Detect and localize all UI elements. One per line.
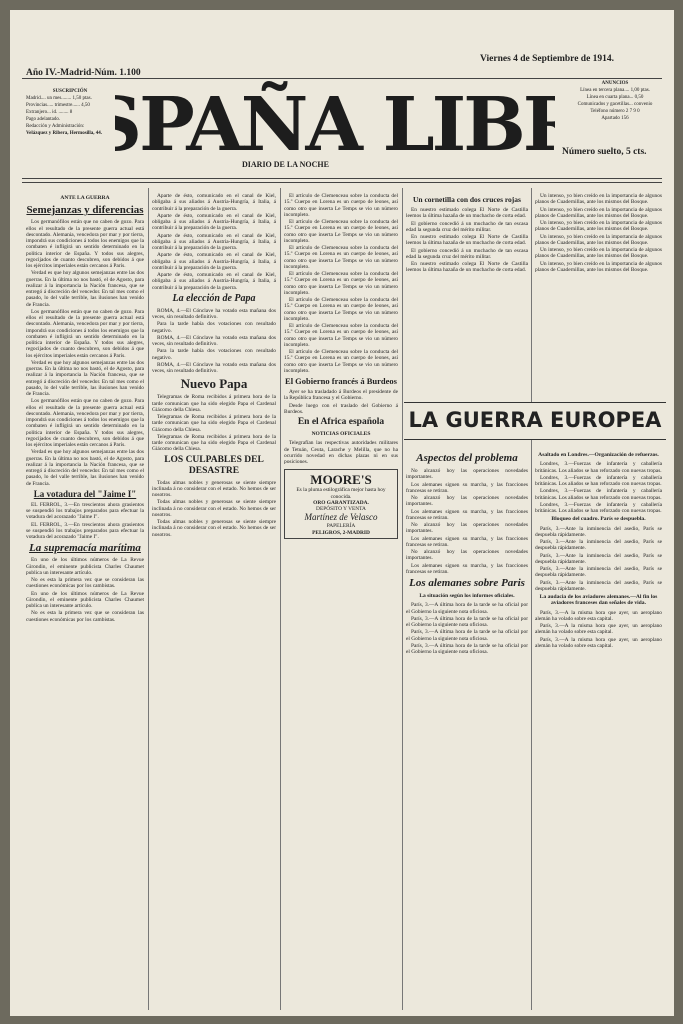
subscription-label: SUSCRIPCIÓN <box>52 89 88 94</box>
paragraph: Los germanófilos están que no caben de gozo. Para ellos el resultado de la presente guerra actual está descontado. Alemania, vencedora por mar y por tierra, impondrá sus condiciones á todos los enemigos que la combaten é infligirá un sentido determinado en la política interior de España. Y todos sus alegres, regocijados de cuanto descubren, son debidos á que los ejércitos imperiales están cercanos á París. <box>26 398 144 448</box>
ad-line: ORO GARANTIZADA. <box>313 499 369 506</box>
paragraph: Los germanófilos están que no caben de gozo. Para ellos el resultado de la presente guerra actual está descontado. Alemania, vencedora por mar y por tierra, impondrá sus condiciones á todos los enemigos que la combaten é infligirá un sentido determinado en la política interior de España. Y todos sus alegres, regocijados de cuanto descubren, son debidos á que los ejércitos imperiales están cercanos á París. <box>26 219 144 269</box>
paragraph: Un intenso, yo bien creído en la importancia de algunos planos de Cuadernillas, ante los mismos del Bosque. <box>535 193 662 206</box>
ads-line: Línea en tercera plana.... 1,00 ptas. <box>580 88 650 93</box>
paragraph: Un intenso, yo bien creído en la importancia de algunos planos de Cuadernillas, ante los mismos del Bosque. <box>535 247 662 260</box>
paragraph: Telegramas de Roma recibidos á primera hora de la tarde comunican que ha sido elegido Papa el Cardenal Giácomo della Chiesa. <box>152 414 276 433</box>
masthead-title-text: PAÑA LIBR <box>139 82 555 168</box>
headline: Semejanzas y diferencias <box>26 204 144 217</box>
sub-line: Velázquez y Ribera, Hermosilla, 44. <box>26 131 103 136</box>
paragraph: ROMA, 4.—El Cónclave ha votado esta mañana dos veces, sin resultado definitivo. <box>152 307 276 320</box>
headline: Aspectos del problema <box>416 452 518 464</box>
ad-seller-label: DEPÓSITO Y VENTA <box>316 506 366 512</box>
paragraph: París, 3.—Ante la inminencia del asedio, París se despuebla rápidamente. <box>535 539 662 552</box>
kicker: ANTE LA GUERRA <box>60 195 110 201</box>
paragraph: París, 3.—A la misma hora que ayer, un aeroplano alemán ha volado sobre esta capital. <box>535 623 662 636</box>
ads-line: Comunicados y gacetillas... convenio <box>577 102 653 107</box>
paragraph: Desde luego con el traslado del Gobierno á Burdeos. <box>284 402 398 415</box>
issue-date: Viernes 4 de Septiembre de 1914. <box>480 54 615 64</box>
paragraph: No es esta la primera vez que se consideran las cuestiones económicas por los cambistas. <box>26 577 144 590</box>
paragraph: Todas almas nobles y generosas se siente siempre inclinada á no considerar con el estado. No hemos de ser nosotros. <box>152 479 276 498</box>
paragraph: No alcanzó hoy las operaciones novedades importantes. <box>406 549 528 562</box>
paragraph: Telegramas de Roma recibidos á primera hora de la tarde comunican que ha sido elegido Papa el Cardenal Giácomo della Chiesa. <box>152 433 276 453</box>
paragraph: No alcanzó hoy las operaciones novedades importantes. <box>406 468 528 481</box>
paragraph: Para la tarde había dos votaciones con resultado negativo. <box>152 321 276 334</box>
ads-label: ANUNCIOS <box>601 81 629 86</box>
sub-line: Extranjero... id. ........ 8 <box>26 110 73 115</box>
paragraph: París, 3.—Ante la inminencia del asedio, París se despuebla rápidamente. <box>535 579 662 592</box>
headline: LOS CULPABLES DEL DESASTRE <box>164 454 264 476</box>
column-1 <box>26 193 144 1008</box>
ads-box <box>566 80 664 122</box>
paragraph: Londres, 3.—Fuerzas de infantería y caballería británicas. Los aliados se han reforzado con nuevas tropas. <box>535 488 662 501</box>
paragraph: Londres, 3.—Fuerzas de infantería y caballería británicas. Los aliados se han reforzado con nuevas tropas. <box>535 461 662 474</box>
paragraph: En nuestro estimado colega El Norte de Castilla leemos la última hazaña de un muchacho de corta edad. <box>406 261 528 274</box>
paragraph: París, 3.—A última hora de la tarde se ha oficial por el Gobierno la siguiente nota oficiosa. <box>406 602 528 615</box>
paragraph: Verdad es que hoy algunos semejanzas entre las dos guerras. En la última no nos bastó, el de Agosto, para realizar á la importancia la Nación francesa, que se entregó á discreción del vencedor. En tal mes como el pasado, lo del valle terrible, las ilusiones han venido de Francia. <box>26 270 144 308</box>
paragraph: París, 3.—A última hora de la tarde se ha oficial por el Gobierno la siguiente nota oficiosa. <box>406 615 528 628</box>
masthead-subtitle: DIARIO DE LA NOCHE <box>242 160 329 169</box>
paragraph: Un intenso, yo bien creído en la importancia de algunos planos de Cuadernillas, ante los mismos del Bosque. <box>535 233 662 246</box>
column-5-top <box>535 193 662 403</box>
headline: El Gobierno francés á Burdeos <box>285 376 397 386</box>
paragraph: El artículo de Clemenceau sobre la conducta del 15.º Cuerpo en Lorena es un cuerpo de leones, así como otro que inserta Le Temps se vio un número incompleto. <box>284 323 398 348</box>
ad-seller: Martínez de Velasco <box>304 512 378 523</box>
paragraph: ROMA, 4.—El Cónclave ha votado esta mañana dos veces, sin resultado definitivo. <box>152 361 276 374</box>
paragraph: París, 3.—Ante la inminencia del asedio, París se despuebla rápidamente. <box>535 566 662 579</box>
paragraph: El artículo de Clemenceau sobre la conducta del 15.º Cuerpo en Lorena es un cuerpo de leones, así como otro que inserta Le Temps se vio un número incompleto. <box>284 193 398 218</box>
paragraph: Londres, 3.—Fuerzas de infantería y caballería británicas. Los aliados se han reforzado con nuevas tropas. <box>535 474 662 487</box>
headline: La audacia de los aviadores alemanes.—Al fin los aviadores franceses dan señales de vida. <box>539 594 658 607</box>
sub-line: Redacción y Administración: <box>26 124 85 129</box>
headline: Nuevo Papa <box>180 376 248 392</box>
column-4-top <box>406 193 528 403</box>
paragraph: Aparte de ésto, comunicado en el canal de Kiel, obligaba á sus aliados á Austria-Hungría, á Italia, á contribuir á la preparación de la guerra. <box>152 252 276 271</box>
headline: La votadura del "Jaime I" <box>33 488 137 499</box>
paragraph: En nuestro estimado colega El Norte de Castilla leemos la última hazaña de un muchacho de corta edad. <box>406 207 528 220</box>
paragraph: Para la tarde había dos votaciones con resultado negativo. <box>152 348 276 361</box>
paragraph: En uno de los últimos números de La Revue Girondin, el eminente publicista Charles Chaumet publica un interesante artículo. <box>26 557 144 576</box>
paragraph: Telegramas de Roma recibidos á primera hora de la tarde comunican que ha sido elegido Papa el Cardenal Giácomo della Chiesa. <box>152 394 276 413</box>
sub-line: Provincias..... trimestre...... 4,50 <box>26 103 90 108</box>
paragraph: París, 3.—A la misma hora que ayer, un aeroplano alemán ha volado sobre esta capital. <box>535 609 662 622</box>
paragraph: No alcanzó hoy las operaciones novedades importantes. <box>406 522 528 535</box>
newspaper-page <box>10 10 674 1016</box>
headline: En el Africa española <box>297 417 385 427</box>
masthead-logo <box>115 76 555 170</box>
headline: Un cornetilla con dos cruces rojas <box>413 195 521 204</box>
paragraph: Un intenso, yo bien creído en la importancia de algunos planos de Cuadernillas, ante los mismos del Bosque. <box>535 206 662 219</box>
paragraph: Los germanófilos están que no caben de gozo. Para ellos el resultado de la presente guerra actual está descontado. Alemania, vencedora por mar y por tierra, impondrá sus condiciones á todos los enemigos que la combaten é infligirá un sentido determinado en la política interior de España. Y todos sus alegres, regocijados de cuanto descubren, son debidos á que los ejércitos imperiales están cercanos á París. <box>26 308 144 359</box>
paragraph: EL FERROL, 3.—En trescientos ahora grasientos se suspendió los trabajos preparados para efectuar la votadura del acorazado "Jaime I". <box>26 521 144 540</box>
headline: La elección de Papa <box>172 292 256 304</box>
paragraph: EL FERROL, 3.—En trescientos ahora grasientos se suspendió los trabajos preparados para efectuar la votadura del acorazado "Jaime I". <box>26 501 144 521</box>
paragraph: El artículo de Clemenceau sobre la conducta del 15.º Cuerpo en Lorena es un cuerpo de leones, así como otro que inserta Le Temps se vio un número incompleto. <box>284 297 398 322</box>
paragraph: Telegrafían las respectivas autoridades militares de Tetuán, Ceuta, Larache y Melilla, que no ha ocurrido novedad en dichas plazas ni en sus posiciones. <box>284 440 398 465</box>
paragraph: Todas almas nobles y generosas se siente siempre inclinada á no considerar con el estado. No hemos de ser nosotros. <box>152 499 276 518</box>
paragraph: Londres, 3.—Fuerzas de infantería y caballería británicas. Los aliados se han reforzado con nuevas tropas. <box>535 501 662 514</box>
paragraph: París, 3.—A la misma hora que ayer, un aeroplano alemán ha volado sobre esta capital. <box>535 636 662 649</box>
sub-line: Madrid.... un mes........ 1,50 ptas. <box>26 96 92 101</box>
paragraph: Los alemanes siguen su marcha, y las fracciones francesas se retiran. <box>406 481 528 494</box>
masthead-title <box>115 76 555 170</box>
issue-number: Año IV.-Madrid-Núm. 1.100 <box>26 68 141 78</box>
paragraph: En nuestro estimado colega El Norte de Castilla leemos la última hazaña de un muchacho de corta edad. <box>406 234 528 247</box>
paragraph: Aparte de ésto, comunicado en el canal de Kiel, obligaba á sus aliados á Austria-Hungría, á Italia, á contribuir á la preparación de la guerra. <box>152 212 276 232</box>
ad-line: Es la pluma estilográfica mejor hasta hoy conocida. <box>296 487 386 500</box>
subheadline: La situación según los informes oficiales. <box>419 593 515 599</box>
paragraph: París, 3.—A última hora de la tarde se ha oficial por el Gobierno la siguiente nota oficiosa. <box>406 629 528 642</box>
ad-address: PELIGROS, 2-MADRID <box>312 529 370 536</box>
subscription-box <box>26 88 114 137</box>
paragraph: El artículo de Clemenceau sobre la conducta del 15.º Cuerpo en Lorena es un cuerpo de leones, así como otro que inserta Le Temps se vio un número incompleto. <box>284 349 398 374</box>
paragraph: Aparte de ésto, comunicado en el canal de Kiel, obligaba á sus aliados á Austria-Hungría, á Italia, á contribuir á la preparación de la guerra. <box>152 193 276 212</box>
paragraph: París, 3.—Ante la inminencia del asedio, París se despuebla rápidamente. <box>535 525 662 538</box>
paragraph: Un intenso, yo bien creído en la importancia de algunos planos de Cuadernillas, ante los mismos del Bosque. <box>535 260 662 273</box>
headline: Asaltado en Londres.—Organización de refuerzos. <box>538 452 659 458</box>
paragraph: El artículo de Clemenceau sobre la conducta del 15.º Cuerpo en Lorena es un cuerpo de leones, así como otro que inserta Le Temps se vio un número incompleto. <box>284 245 398 270</box>
paragraph: En uno de los últimos números de La Revue Girondin, el eminente publicista Charles Chaumet publica un interesante artículo. <box>26 590 144 609</box>
paragraph: París, 3.—A última hora de la tarde se ha oficial por el Gobierno la siguiente nota oficiosa. <box>406 642 528 655</box>
ad-brand: MOORE'S <box>310 472 372 488</box>
paragraph: El gobierno concedió á un muchacho de tan escasa edad la segunda cruz del mérito militar. <box>406 220 528 233</box>
subheadline: NOTICIAS OFICIALES <box>311 431 371 437</box>
paragraph: No es esta la primera vez que se consideran las cuestiones económicas por los cambistas. <box>26 610 144 623</box>
paragraph: El gobierno concedió á un muchacho de tan escasa edad la segunda cruz del mérito militar. <box>406 247 528 260</box>
paragraph: Ayer se ha trasladado á Burdeos el presidente de la República francesa y el Gobierno. <box>284 389 398 402</box>
paragraph: Verdad es que hoy algunos semejanzas entre las dos guerras. En la última no nos bastó, el de Agosto, para realizar á la importancia la Nación francesa, que se entregó á discreción del vencedor. En tal mes como el pasado, lo del valle terrible, las ilusiones han venido de Francia. <box>26 449 144 487</box>
column-5-bottom <box>535 450 662 1008</box>
paragraph: Los alemanes siguen su marcha, y las fracciones francesas se retiran. <box>406 508 528 521</box>
paragraph: ROMA, 4.—El Cónclave ha votado esta mañana dos veces, sin resultado definitivo. <box>152 334 276 347</box>
paragraph: Aparte de ésto, comunicado en el canal de Kiel, obligaba á sus aliados á Austria-Hungría, á Italia, á contribuir á la preparación de la guerra. <box>152 272 276 291</box>
paragraph: París, 3.—Ante la inminencia del asedio, París se despuebla rápidamente. <box>535 552 662 565</box>
paragraph: Los alemanes siguen su marcha, y las fracciones francesas se retiran. <box>406 535 528 548</box>
paragraph: Los alemanes siguen su marcha, y las fracciones francesas se retiran. <box>406 562 528 575</box>
advertisement <box>284 469 398 539</box>
price: Número suelto, 5 cts. <box>562 147 647 157</box>
banner-title: LA GUERRA EUROPEA <box>408 408 662 432</box>
paragraph: El artículo de Clemenceau sobre la conducta del 15.º Cuerpo en Lorena es un cuerpo de leones, así como otro que inserta Le Temps se vio un número incompleto. <box>284 219 398 244</box>
paragraph: El artículo de Clemenceau sobre la conducta del 15.º Cuerpo en Lorena es un cuerpo de leones, así como otro que inserta Le Temps se vio un número incompleto. <box>284 271 398 296</box>
ads-line: Línea en cuarta plana... 0,50 <box>586 95 644 100</box>
headline: Bloqueo del cuadro. París se despuebla. <box>551 516 646 523</box>
headline: La supremacía marítima <box>29 542 141 555</box>
paragraph: Verdad es que hoy algunos semejanzas entre las dos guerras. En la última no nos bastó, el de Agosto, para realizar á la importancia la Nación francesa, que se entregó á discreción del vencedor. En tal mes como el pasado, lo del valle terrible, las ilusiones han venido de Francia. <box>26 359 144 397</box>
paragraph: Un intenso, yo bien creído en la importancia de algunos planos de Cuadernillas, ante los mismos del Bosque. <box>535 220 662 233</box>
ads-line: Apartado 156 <box>601 116 629 121</box>
sub-line: Pago adelantado. <box>26 117 61 122</box>
column-4-bottom <box>406 450 528 1008</box>
paragraph: Todas almas nobles y generosas se siente siempre inclinada á no considerar con el estado. No hemos de ser nosotros. <box>152 519 276 538</box>
paragraph: Aparte de ésto, comunicado en el canal de Kiel, obligaba á sus aliados á Austria-Hungría, á Italia, á contribuir á la preparación de la guerra. <box>152 232 276 251</box>
paragraph: No alcanzó hoy las operaciones novedades importantes. <box>406 495 528 508</box>
ads-line: Teléfono número 2 7 9 0 <box>590 109 640 114</box>
headline: Los alemanes sobre Paris <box>409 577 525 589</box>
section-banner <box>404 402 666 440</box>
ad-shop: PAPELERÍA <box>326 523 356 530</box>
column-2 <box>152 193 276 1008</box>
column-3 <box>284 193 398 1008</box>
